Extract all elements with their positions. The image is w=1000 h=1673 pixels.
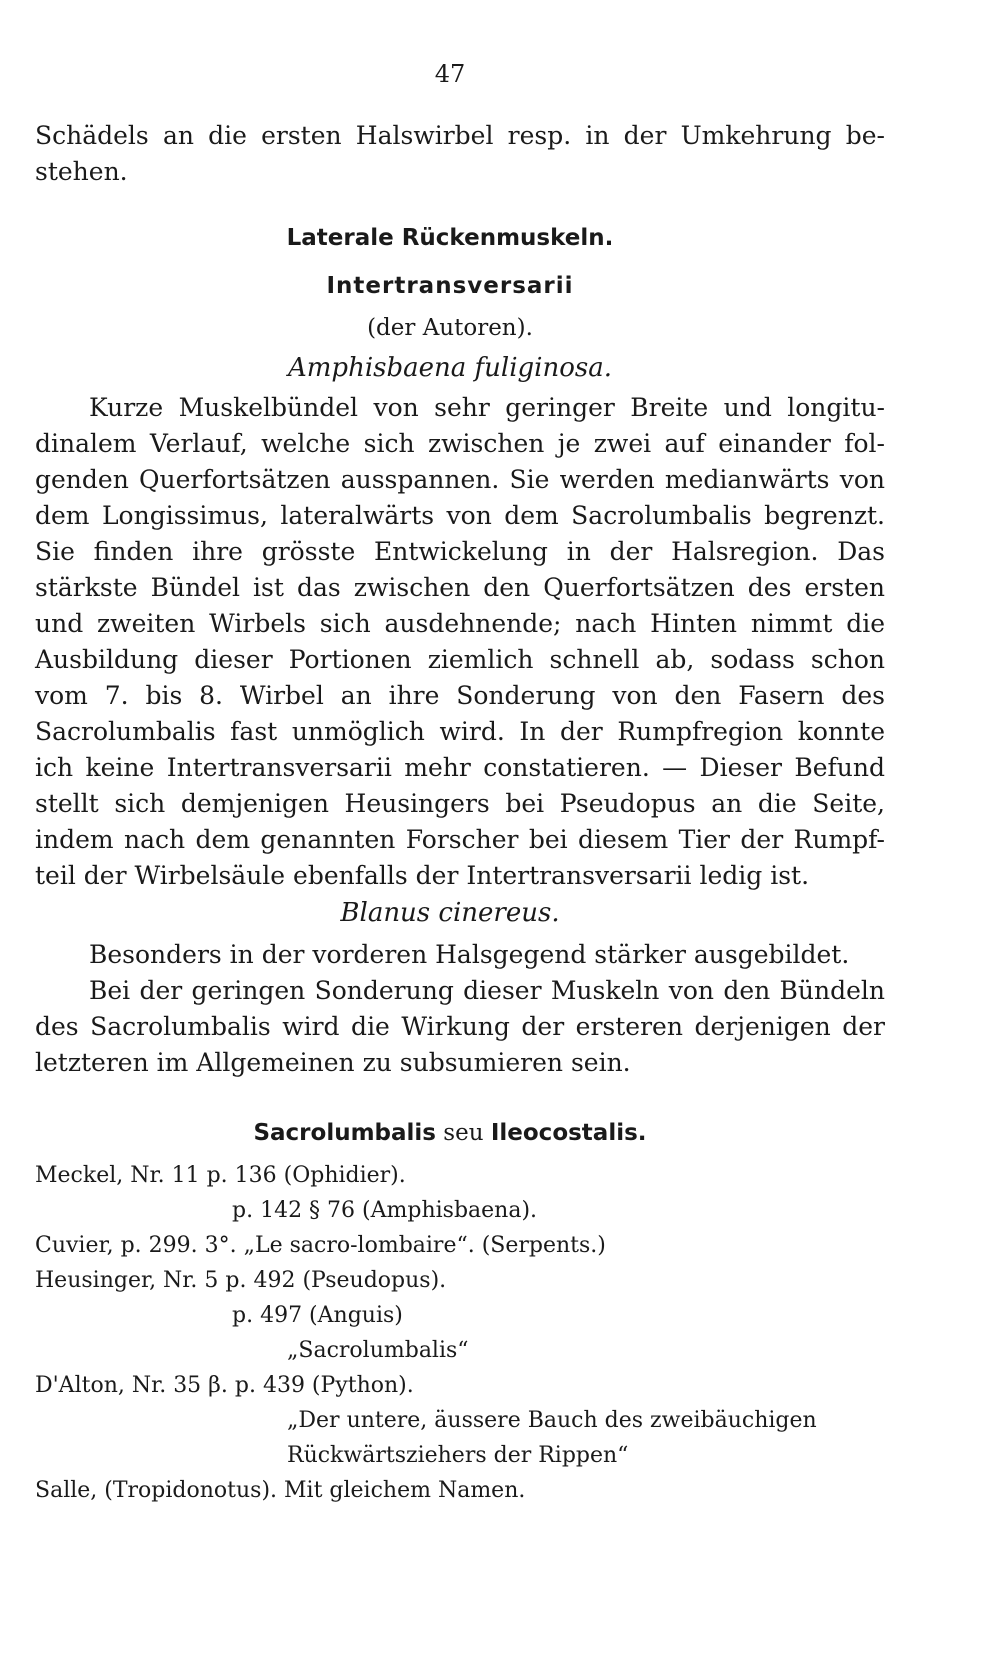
text-line: dinalem Verlauf, welche sich zwischen je zwei auf einander fol- — [35, 429, 885, 458]
text-line: teil der Wirbelsäule ebenfalls der Intertransversarii ledig ist. — [35, 861, 810, 890]
text-line: Schädels an die ersten Halswirbel resp. in der Umkehrung be- — [35, 121, 885, 150]
text-line: letzteren im Allgemeinen zu subsumieren sein. — [35, 1048, 631, 1077]
reference-list — [35, 1158, 935, 1508]
text-line: stellt sich demjenigen Heusingers bei Pseudopus an die Seite, — [35, 789, 885, 818]
reference-line: D'Alton, Nr. 35 β. p. 439 (Python). — [35, 1373, 414, 1398]
text-line: genden Querfortsätzen ausspannen. Sie werden medianwärts von — [35, 465, 885, 494]
species-title: Amphisbaena fuliginosa. — [288, 353, 612, 383]
text-line: Kurze Muskelbündel von sehr geringer Breite und longitu- — [89, 393, 885, 422]
page-number: 47 — [434, 60, 466, 88]
text-line: Besonders in der vorderen Halsgegend stärker ausgebildet. — [89, 940, 850, 969]
reference-line: „Sacrolumbalis“ — [287, 1338, 469, 1363]
heading-part: seu — [443, 1120, 484, 1146]
text-line: Ausbildung dieser Portionen ziemlich schnell ab, sodass schon — [35, 645, 885, 674]
text-line: stehen. — [35, 157, 128, 186]
text-line: stärkste Bündel ist das zwischen den Querfortsätzen des ersten — [35, 573, 885, 602]
text-line: und zweiten Wirbels sich ausdehnende; nach Hinten nimmt die — [35, 609, 885, 638]
heading-part: Ileocostalis. — [490, 1120, 647, 1146]
reference-line: Cuvier, p. 299. 3°. „Le sacro-lombaire“. (Serpents.) — [35, 1233, 606, 1258]
paragraph-amphisbaena — [35, 390, 885, 894]
intro-paragraph — [35, 118, 885, 190]
reference-line: Rückwärtsziehers der Rippen“ — [287, 1443, 629, 1468]
section-heading — [0, 1115, 900, 1151]
section-subheading: Intertransversarii — [326, 273, 574, 299]
heading-part: Sacrolumbalis — [253, 1120, 436, 1146]
paragraph-blanus — [35, 937, 885, 1081]
reference-line: „Der untere, äussere Bauch des zweibäuchigen — [287, 1408, 817, 1433]
text-line: vom 7. bis 8. Wirbel an ihre Sonderung von den Fasern des — [35, 681, 885, 710]
reference-line: p. 142 § 76 (Amphisbaena). — [232, 1198, 538, 1223]
text-line: ich keine Intertransversarii mehr constatieren. — Dieser Befund — [35, 753, 885, 782]
reference-line: Heusinger, Nr. 5 p. 492 (Pseudopus). — [35, 1268, 447, 1293]
text-line: Sacrolumbalis fast unmöglich wird. In der Rumpfregion konnte — [35, 717, 885, 746]
reference-line: Salle, (Tropidonotus). Mit gleichem Namen. — [35, 1478, 526, 1503]
reference-line: Meckel, Nr. 11 p. 136 (Ophidier). — [35, 1163, 406, 1188]
species-title: Blanus cinereus. — [340, 898, 560, 928]
reference-line: p. 497 (Anguis) — [232, 1303, 403, 1328]
text-line: Sie finden ihre grösste Entwickelung in der Halsregion. Das — [35, 537, 885, 566]
text-line: Bei der geringen Sonderung dieser Muskeln von den Bündeln — [89, 976, 885, 1005]
text-line: indem nach dem genannten Forscher bei diesem Tier der Rumpf- — [35, 825, 885, 854]
text-line: des Sacrolumbalis wird die Wirkung der ersteren derjenigen der — [35, 1012, 885, 1041]
section-heading: Laterale Rückenmuskeln. — [286, 225, 614, 251]
authority-note: (der Autoren). — [367, 315, 533, 341]
text-line: dem Longissimus, lateralwärts von dem Sacrolumbalis begrenzt. — [35, 501, 885, 530]
